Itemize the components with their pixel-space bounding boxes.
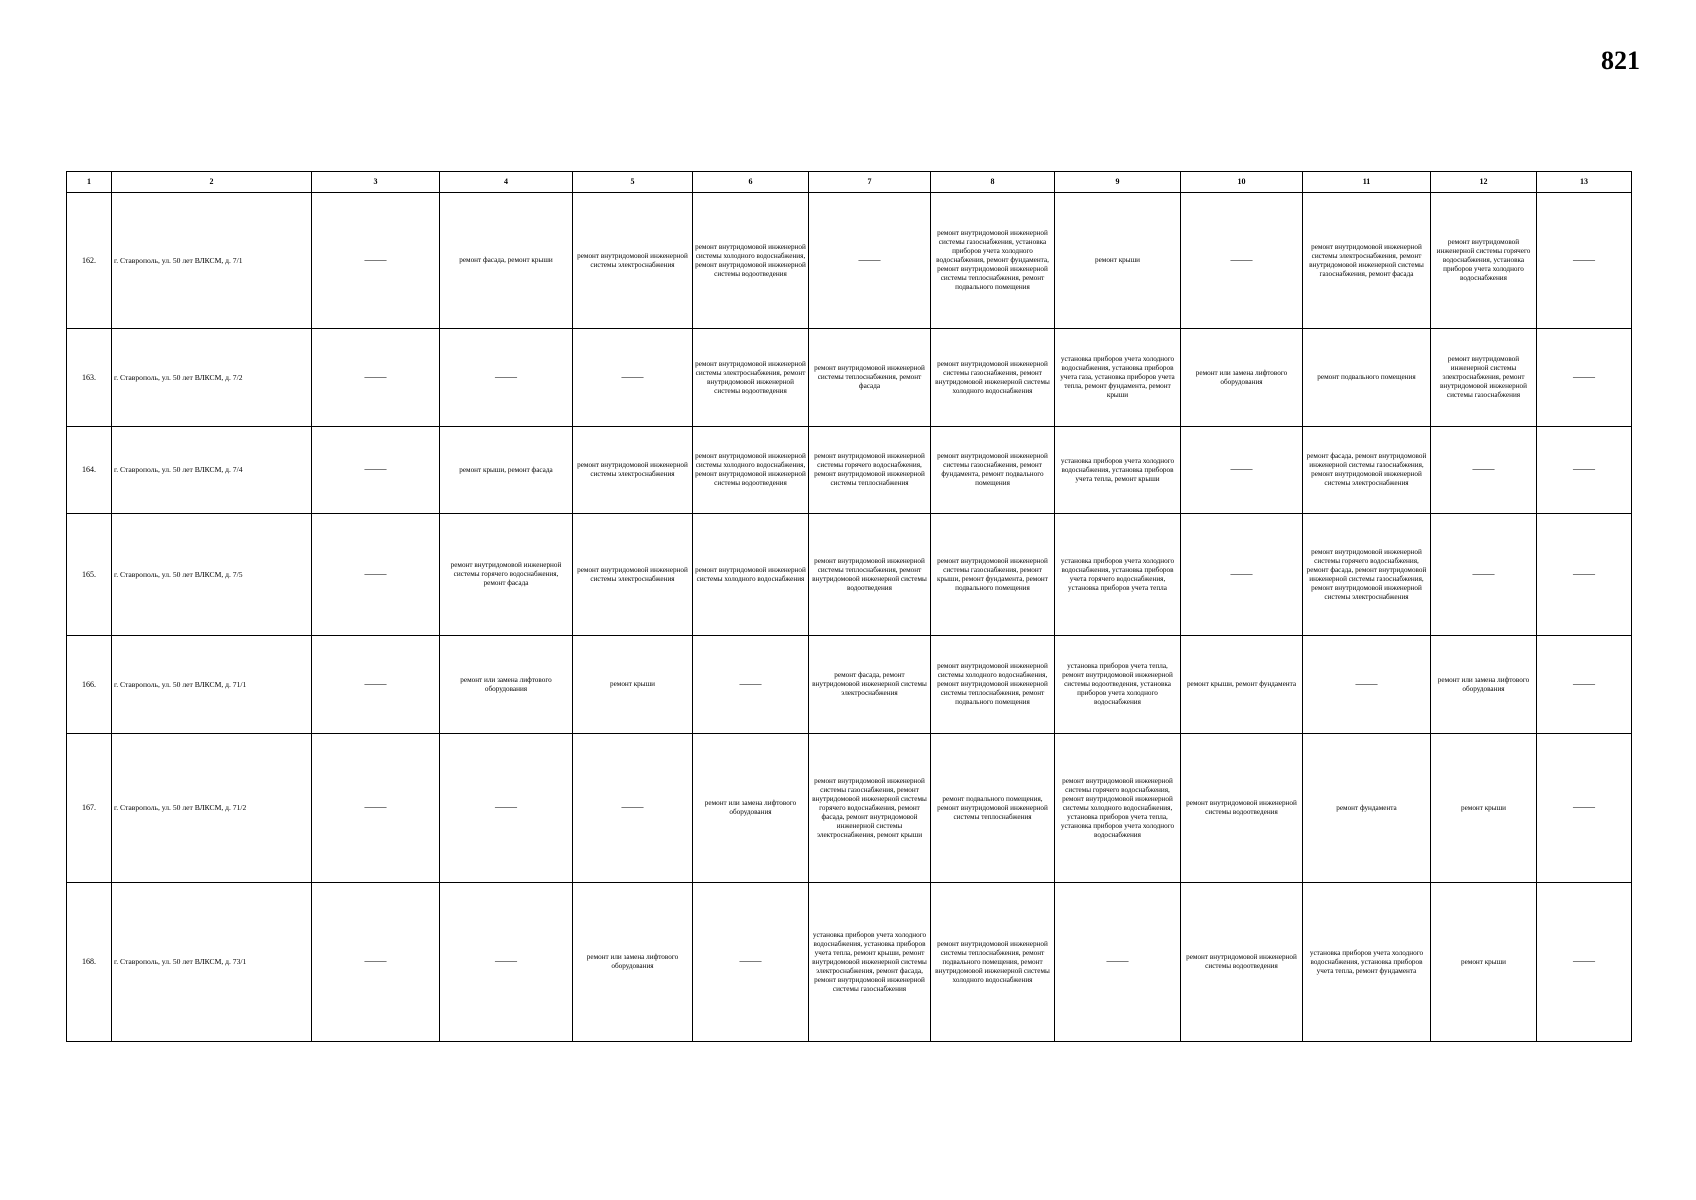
table-cell: установка приборов учета холодного водоснабжения, установка приборов учета горячего водоснабжения, установка приборов учета тепла <box>1055 514 1181 636</box>
table-cell: установка приборов учета холодного водоснабжения, установка приборов учета тепла, ремонт крыши <box>1055 427 1181 514</box>
table-cell <box>1181 193 1303 329</box>
address-cell: г. Ставрополь, ул. 50 лет ВЛКСМ, д. 71/1 <box>112 636 312 734</box>
table-cell: установка приборов учета холодного водоснабжения, установка приборов учета тепла, ремонт фундамента <box>1303 883 1431 1042</box>
table-cell: ремонт внутридомовой инженерной системы горячего водоснабжения, ремонт внутридомовой инженерной системы холодного водоснабжения, установка приборов учета тепла, установка приборов учета холодного водоснабжения <box>1055 734 1181 883</box>
table-cell <box>312 329 440 427</box>
dash-mark: —— <box>364 567 387 580</box>
dash-mark: —— <box>364 370 387 383</box>
table-cell <box>312 193 440 329</box>
table-cell: ремонт внутридомовой инженерной системы газоснабжения, ремонт крыши, ремонт фундамента, ремонт подвального помещения <box>931 514 1055 636</box>
dash-mark: —— <box>1573 801 1595 814</box>
row-number: 163. <box>67 329 112 427</box>
header-cell: 13 <box>1537 172 1632 193</box>
dash-mark: —— <box>1472 567 1495 580</box>
table-cell: ремонт внутридомовой инженерной системы холодного водоснабжения, ремонт внутридомовой инженерной системы водоотведения <box>693 193 809 329</box>
header-cell: 12 <box>1431 172 1537 193</box>
table-cell <box>1181 514 1303 636</box>
table-cell: установка приборов учета холодного водоснабжения, установка приборов учета тепла, ремонт крыши, ремонт внутридомовой инженерной системы электроснабжения, ремонт фасада, ремонт внутридомовой инженерной системы газоснабжения <box>809 883 931 1042</box>
table-cell: ремонт внутридомовой инженерной системы горячего водоснабжения, ремонт внутридомовой инженерной системы теплоснабжения <box>809 427 931 514</box>
table-cell: ремонт внутридомовой инженерной системы теплоснабжения, ремонт подвального помещения, ремонт внутридомовой инженерной системы холодного водоснабжения <box>931 883 1055 1042</box>
table-cell: ремонт подвального помещения <box>1303 329 1431 427</box>
address-cell: г. Ставрополь, ул. 50 лет ВЛКСМ, д. 7/5 <box>112 514 312 636</box>
address-cell: г. Ставрополь, ул. 50 лет ВЛКСМ, д. 7/2 <box>112 329 312 427</box>
table-cell: ремонт или замена лифтового оборудования <box>573 883 693 1042</box>
table-cell <box>1537 329 1632 427</box>
dash-mark: —— <box>364 801 387 814</box>
table-cell <box>573 329 693 427</box>
table-cell <box>440 734 573 883</box>
table-cell <box>1431 427 1537 514</box>
table-row <box>67 734 1632 883</box>
table-cell <box>1537 636 1632 734</box>
table-cell: ремонт или замена лифтового оборудования <box>1431 636 1537 734</box>
table-cell: ремонт фундамента <box>1303 734 1431 883</box>
table-cell: ремонт подвального помещения, ремонт внутридомовой инженерной системы теплоснабжения <box>931 734 1055 883</box>
table-cell <box>693 636 809 734</box>
header-cell: 6 <box>693 172 809 193</box>
table-cell: ремонт внутридомовой инженерной системы водоотведения <box>1181 883 1303 1042</box>
table-cell: ремонт внутридомовой инженерной системы водоотведения <box>1181 734 1303 883</box>
dash-mark: —— <box>1573 463 1595 476</box>
table-cell: ремонт внутридомовой инженерной системы газоснабжения, ремонт внутридомовой инженерной системы холодного водоснабжения <box>931 329 1055 427</box>
table-cell: ремонт внутридомовой инженерной системы горячего водоснабжения, установка приборов учета холодного водоснабжения <box>1431 193 1537 329</box>
address-cell: г. Ставрополь, ул. 50 лет ВЛКСМ, д. 7/1 <box>112 193 312 329</box>
header-row <box>67 172 1632 193</box>
table-cell <box>809 193 931 329</box>
header-cell: 7 <box>809 172 931 193</box>
dash-mark: —— <box>739 677 762 690</box>
table-cell <box>312 427 440 514</box>
table-row <box>67 329 1632 427</box>
header-cell: 10 <box>1181 172 1303 193</box>
table-cell <box>693 883 809 1042</box>
table-cell: ремонт крыши <box>1431 734 1537 883</box>
table-cell <box>312 734 440 883</box>
header-cell: 11 <box>1303 172 1431 193</box>
table-cell: ремонт внутридомовой инженерной системы электроснабжения, ремонт внутридомовой инженерной системы газоснабжения <box>1431 329 1537 427</box>
header-cell: 2 <box>112 172 312 193</box>
dash-mark: —— <box>858 253 881 266</box>
table-cell: установка приборов учета тепла, ремонт внутридомовой инженерной системы водоотведения, установка приборов учета холодного водоснабжения <box>1055 636 1181 734</box>
dash-mark: —— <box>739 955 762 968</box>
table-cell: ремонт или замена лифтового оборудования <box>693 734 809 883</box>
table-cell: ремонт внутридомовой инженерной системы газоснабжения, установка приборов учета холодного водоснабжения, ремонт фундамента, ремонт внутридомовой инженерной системы теплоснабжения, ремонт подвального помещения <box>931 193 1055 329</box>
dash-mark: —— <box>1573 253 1595 266</box>
dash-mark: —— <box>495 955 517 968</box>
table-cell <box>312 883 440 1042</box>
header-cell: 4 <box>440 172 573 193</box>
table-cell: ремонт внутридомовой инженерной системы горячего водоснабжения, ремонт фасада <box>440 514 573 636</box>
table-cell: ремонт внутридомовой инженерной системы холодного водоснабжения <box>693 514 809 636</box>
table-row <box>67 427 1632 514</box>
table-cell <box>1537 427 1632 514</box>
row-number: 166. <box>67 636 112 734</box>
dash-mark: —— <box>1573 567 1595 580</box>
dash-mark: —— <box>364 955 387 968</box>
dash-mark: —— <box>1106 955 1129 968</box>
table-cell <box>1181 427 1303 514</box>
table-cell <box>312 636 440 734</box>
page-number: 821 <box>1601 46 1640 75</box>
dash-mark: —— <box>1230 253 1253 266</box>
table-cell <box>1431 514 1537 636</box>
table-cell: ремонт внутридомовой инженерной системы электроснабжения, ремонт внутридомовой инженерной системы газоснабжения, ремонт фасада <box>1303 193 1431 329</box>
table-cell <box>440 883 573 1042</box>
table-cell: ремонт крыши, ремонт фундамента <box>1181 636 1303 734</box>
dash-mark: —— <box>1230 567 1253 580</box>
row-number: 164. <box>67 427 112 514</box>
row-number: 167. <box>67 734 112 883</box>
address-cell: г. Ставрополь, ул. 50 лет ВЛКСМ, д. 7/4 <box>112 427 312 514</box>
table-cell: ремонт внутридомовой инженерной системы теплоснабжения, ремонт фасада <box>809 329 931 427</box>
dash-mark: —— <box>1573 370 1595 383</box>
table-cell <box>1537 193 1632 329</box>
table-cell: ремонт внутридомовой инженерной системы холодного водоснабжения, ремонт внутридомовой инженерной системы водоотведения <box>693 427 809 514</box>
table-cell: ремонт фасада, ремонт внутридомовой инженерной системы газоснабжения, ремонт внутридомовой инженерной системы электроснабжения <box>1303 427 1431 514</box>
header-cell: 3 <box>312 172 440 193</box>
table-cell <box>1537 514 1632 636</box>
table-cell: ремонт фасада, ремонт крыши <box>440 193 573 329</box>
table-row <box>67 193 1632 329</box>
header-cell: 5 <box>573 172 693 193</box>
table-cell <box>312 514 440 636</box>
dash-mark: —— <box>364 463 387 476</box>
table-cell: ремонт фасада, ремонт внутридомовой инженерной системы электроснабжения <box>809 636 931 734</box>
dash-mark: —— <box>621 801 644 814</box>
header-cell: 1 <box>67 172 112 193</box>
table-cell <box>573 734 693 883</box>
table-cell: ремонт внутридомовой инженерной системы электроснабжения, ремонт внутридомовой инженерной системы водоотведения <box>693 329 809 427</box>
row-number: 165. <box>67 514 112 636</box>
dash-mark: —— <box>1230 463 1253 476</box>
table-cell: ремонт крыши <box>1431 883 1537 1042</box>
table-cell: ремонт внутридомовой инженерной системы электроснабжения <box>573 514 693 636</box>
table-row <box>67 883 1632 1042</box>
row-number: 162. <box>67 193 112 329</box>
dash-mark: —— <box>495 801 517 814</box>
table-cell: ремонт или замена лифтового оборудования <box>1181 329 1303 427</box>
table-cell: ремонт внутридомовой инженерной системы электроснабжения <box>573 193 693 329</box>
table-cell: ремонт внутридомовой инженерной системы газоснабжения, ремонт внутридомовой инженерной системы горячего водоснабжения, ремонт фасада, ремонт внутридомовой инженерной системы электроснабжения, ремонт крыши <box>809 734 931 883</box>
address-cell: г. Ставрополь, ул. 50 лет ВЛКСМ, д. 73/1 <box>112 883 312 1042</box>
table-cell: ремонт крыши <box>573 636 693 734</box>
table-cell: ремонт внутридомовой инженерной системы теплоснабжения, ремонт внутридомовой инженерной системы водоотведения <box>809 514 931 636</box>
header-cell: 8 <box>931 172 1055 193</box>
table-cell <box>440 329 573 427</box>
dash-mark: —— <box>364 677 387 690</box>
dash-mark: —— <box>1472 463 1495 476</box>
address-cell: г. Ставрополь, ул. 50 лет ВЛКСМ, д. 71/2 <box>112 734 312 883</box>
dash-mark: —— <box>1573 955 1595 968</box>
repair-schedule-table-wrapper <box>66 171 1631 1042</box>
table-row <box>67 514 1632 636</box>
dash-mark: —— <box>621 370 644 383</box>
table-cell: ремонт внутридомовой инженерной системы холодного водоснабжения, ремонт внутридомовой инженерной системы теплоснабжения, ремонт подвального помещения <box>931 636 1055 734</box>
table-cell: ремонт внутридомовой инженерной системы газоснабжения, ремонт фундамента, ремонт подвального помещения <box>931 427 1055 514</box>
dash-mark: —— <box>1355 677 1378 690</box>
table-cell: ремонт или замена лифтового оборудования <box>440 636 573 734</box>
table-cell <box>1537 734 1632 883</box>
dash-mark: —— <box>364 253 387 266</box>
table-row <box>67 636 1632 734</box>
repair-schedule-table <box>66 171 1632 1042</box>
table-cell: ремонт крыши <box>1055 193 1181 329</box>
table-cell <box>1537 883 1632 1042</box>
table-cell: установка приборов учета холодного водоснабжения, установка приборов учета газа, установка приборов учета тепла, ремонт фундамента, ремонт крыши <box>1055 329 1181 427</box>
row-number: 168. <box>67 883 112 1042</box>
table-cell <box>1055 883 1181 1042</box>
dash-mark: —— <box>1573 677 1595 690</box>
table-cell: ремонт внутридомовой инженерной системы горячего водоснабжения, ремонт фасада, ремонт внутридомовой инженерной системы газоснабжения, ремонт внутридомовой инженерной системы электроснабжения <box>1303 514 1431 636</box>
dash-mark: —— <box>495 370 517 383</box>
table-cell: ремонт крыши, ремонт фасада <box>440 427 573 514</box>
table-cell: ремонт внутридомовой инженерной системы электроснабжения <box>573 427 693 514</box>
table-cell <box>1303 636 1431 734</box>
header-cell: 9 <box>1055 172 1181 193</box>
